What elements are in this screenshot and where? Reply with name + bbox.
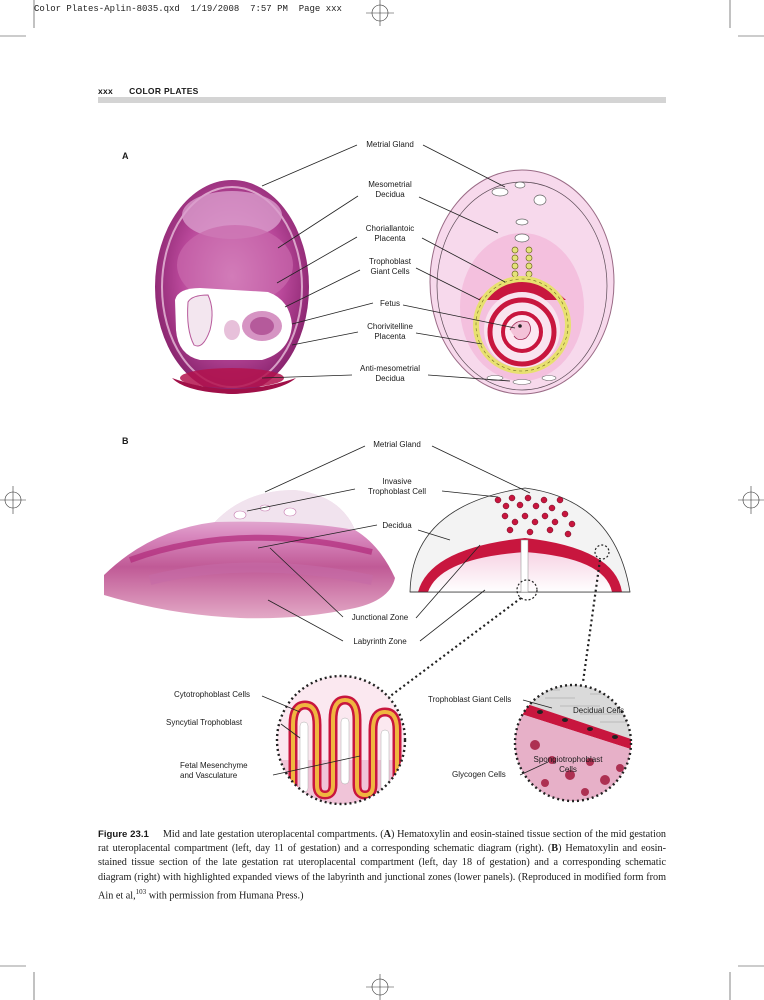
figure-caption: Figure 23.1 Mid and late gestation uteroplacental compartments. (A) Hematoxylin and eosin-stained tissue section of the mid gestation rat uteroplacental compartment (left, day 11 of gestation) and a corresponding schematic diagram (right). (B) Hematoxylin and eosin-stained tissue section of the late gestation rat uteroplacental compartment (left, day 18 of gestation) and a corresponding schematic diagram (right) with highlighted expanded views of the labyrinth and junctional zones (lower panels). (Reproduced in modified form from Ain et al,$^{103}$ with permission from Humana Press.) <box>98 829 667 902</box>
panel-a-schematic <box>430 170 614 394</box>
panel-b-letter: B <box>122 436 129 446</box>
junctional-magnified-view <box>515 685 640 810</box>
label-chorivitelline-placenta: Chorivitelline Placenta <box>367 322 413 341</box>
label-chorioallantoic-placenta: Choriallantoic Placenta <box>365 224 415 243</box>
running-head-page-number: xxx <box>98 86 114 96</box>
label-decidua: Decidua <box>382 521 412 530</box>
label-fetus: Fetus <box>379 299 400 308</box>
label-spongiotrophoblast-cells: Spongiotrophoblast Cells <box>533 755 603 774</box>
label-mesometrial-decidua: Mesometrial Decidua <box>368 180 412 199</box>
label-glycogen-cells: Glycogen Cells <box>452 770 506 779</box>
label-metrial-gland-a: Metrial Gland <box>366 140 414 149</box>
label-antimesometrial-decidua: Anti-mesometrial Decidua <box>359 364 420 383</box>
labyrinth-magnified-view <box>277 676 405 810</box>
panel-a-letter: A <box>122 151 129 161</box>
label-cytotrophoblast-cells: Cytotrophoblast Cells <box>174 690 251 699</box>
figure-label: Figure 23.1 <box>98 829 149 840</box>
panel-b-schematic <box>410 488 630 600</box>
label-invasive-trophoblast-cell: Invasive Trophoblast Cell <box>368 477 426 496</box>
label-junctional-zone: Junctional Zone <box>351 613 409 622</box>
panel-b-histology <box>104 490 395 618</box>
slug-file: Color Plates-Aplin-8035.qxd <box>34 4 180 14</box>
label-decidual-cells: Decidual Cells <box>573 706 625 715</box>
label-labyrinth-zone: Labyrinth Zone <box>353 637 407 646</box>
reference-number: 103 <box>135 887 147 896</box>
running-head-section: COLOR PLATES <box>129 86 199 96</box>
slug-time: 7:57 PM <box>250 4 288 14</box>
label-syncytial-trophoblast: Syncytial Trophoblast <box>166 718 243 727</box>
label-trophoblast-giant-cells-a: Trophoblast Giant Cells <box>369 257 411 276</box>
label-trophoblast-giant-cells-b: Trophoblast Giant Cells <box>428 695 512 704</box>
panel-a-histology <box>155 180 309 394</box>
label-fetal-mesenchyme: Fetal Mesenchyme and Vasculature <box>180 761 248 780</box>
slug-page: Page xxx <box>298 4 342 14</box>
slug-date: 1/19/2008 <box>190 4 240 14</box>
label-metrial-gland-b: Metrial Gland <box>373 440 421 449</box>
